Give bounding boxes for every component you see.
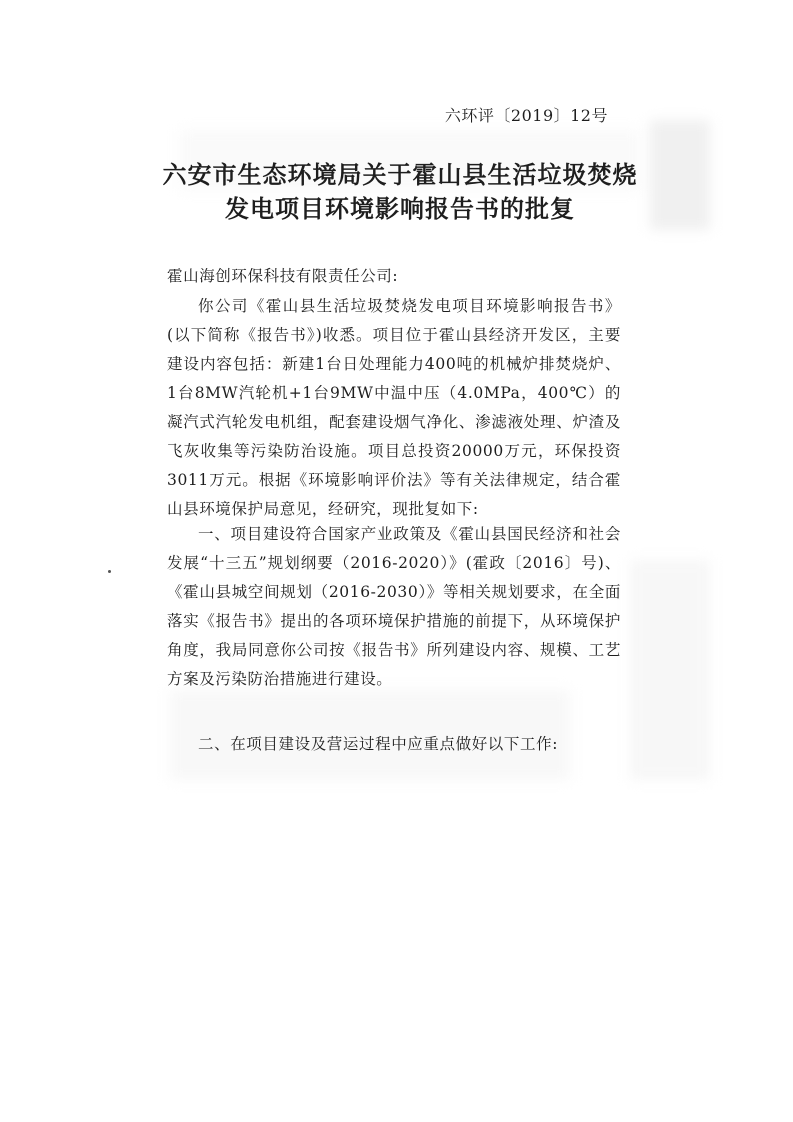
body-paragraph: 一、项目建设符合国家产业政策及《霍山县国民经济和社会发展“十三五”规划纲要（2016-2020）》(霍政〔2016〕号)、《霍山县城空间规划（2016-2030）》等相关规划要求，在全面落实《报告书》提出的各项环境保护措施的前提下，从环境保护角度，我局同意你公司按《报告书》所列建设内容、规模、工艺方案及污染防治措施进行建设。: [167, 525, 621, 688]
body-paragraph: 二、在项目建设及营运过程中应重点做好以下工作:: [198, 735, 559, 753]
scan-bleed: [630, 560, 710, 780]
body-paragraph: 你公司《霍山县生活垃圾焚烧发电项目环境影响报告书》(以下简称《报告书》)收悉。项目位于霍山县经济开发区，主要建设内容包括：新建1台日处理能力400吨的机械炉排焚烧炉、1台8MW汽轮机+1台9MW中温中压（4.0MPa，400℃）的凝汽式汽轮发电机组，配套建设烟气净化、渗滤液处理、炉渣及飞灰收集等污染防治设施。项目总投资20000万元，环保投资3011万元。根据《环境影响评价法》等有关法律规定，结合霍山县环境保护局意见，经研究，现批复如下:: [167, 297, 621, 518]
document-title-line-1: 六安市生态环境局关于霍山县生活垃圾焚烧: [162, 160, 638, 189]
document-number: 六环评〔2019〕12号: [444, 106, 608, 125]
scan-speck: [108, 570, 111, 573]
addressee: 霍山海创环保科技有限责任公司:: [167, 267, 399, 285]
scan-bleed: [650, 120, 710, 230]
document-title-line-2: 发电项目环境影响报告书的批复: [225, 194, 575, 223]
